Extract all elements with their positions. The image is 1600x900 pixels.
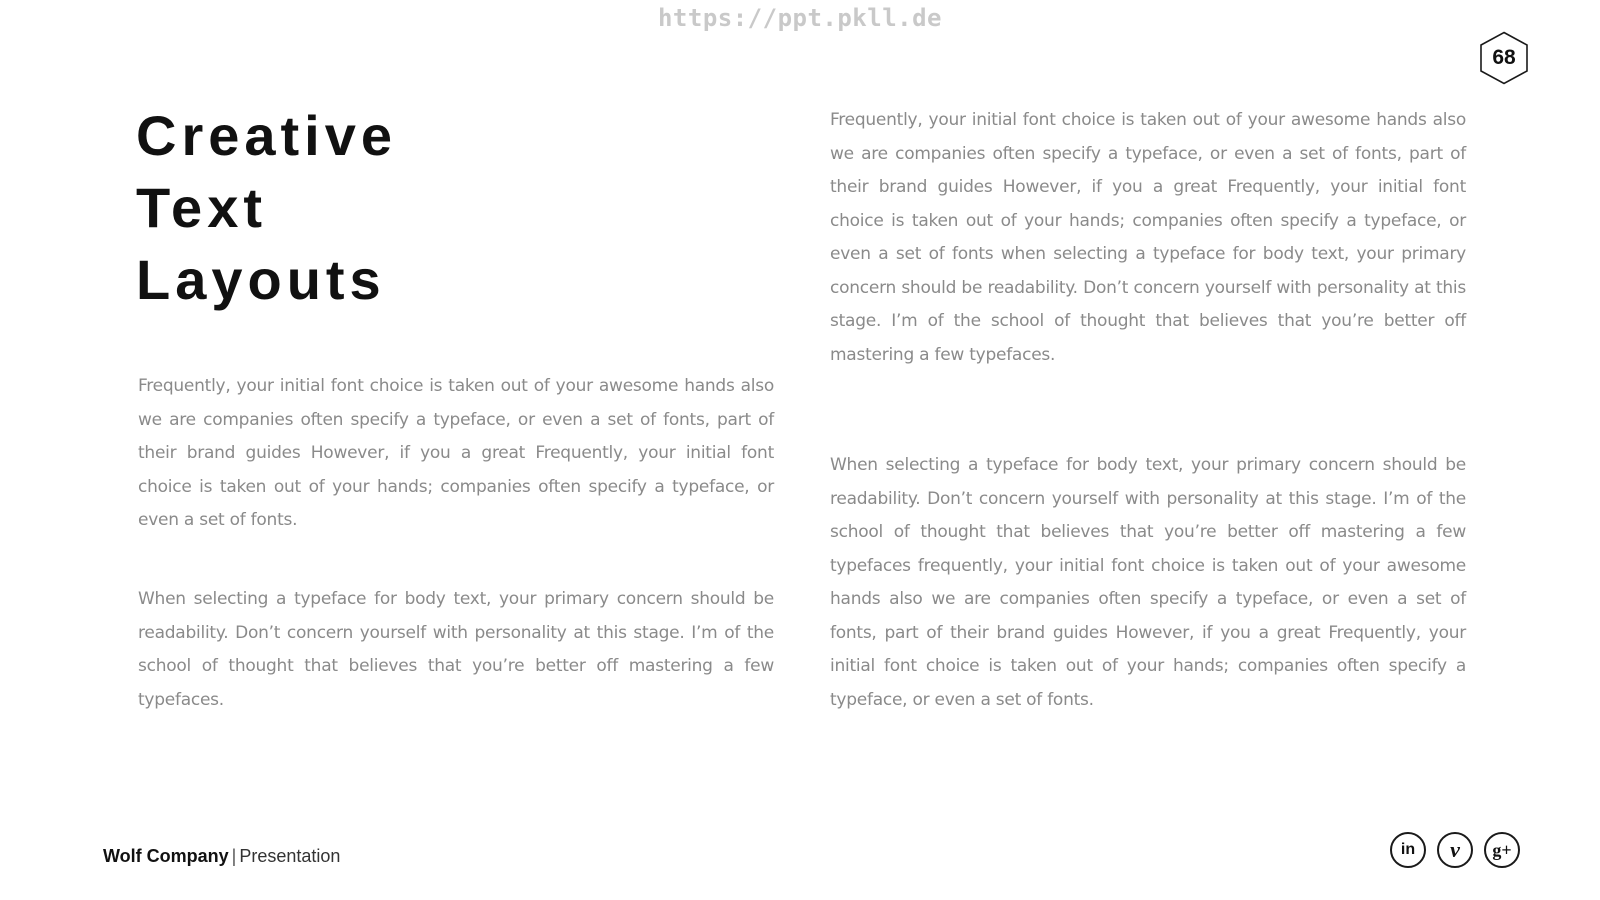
footer-branding — [103, 846, 340, 867]
left-paragraph-1: Frequently, your initial font choice is taken out of your awesome hands also we are companies often specify a typeface, or even a set of fonts, part of their brand guides However, if you a great Frequently, your initial font choice is taken out of your hands; companies often specify a typeface, or even a set of fonts. — [138, 376, 774, 530]
right-paragraph-1: Frequently, your initial font choice is taken out of your awesome hands also we are companies often specify a typeface, or even a set of fonts, part of their brand guides However, if you a great Frequently, your initial font choice is taken out of your hands; companies often specify a typeface, or even a set of fonts when selecting a typeface for body text, your primary concern should be readability. Don’t concern yourself with personality at this stage. I’m of the school of thought that believes that you’re better off mastering a few typefaces. — [830, 110, 1466, 365]
vimeo-icon[interactable]: v — [1437, 832, 1473, 868]
page-number-badge — [1479, 31, 1529, 85]
title-line-3: Layouts — [136, 248, 386, 311]
title-line-2: Text — [136, 176, 267, 239]
right-paragraph-2: When selecting a typeface for body text, your primary concern should be readability. Don’t concern yourself with personality at this stage. I’m of the school of thought that believes that you’re better off mastering a few typefaces frequently, your initial font choice is taken out of your awesome hands also we are companies often specify a typeface, or even a set of fonts, part of their brand guides However, if you a great Frequently, your initial font choice is taken out of your hands; companies often specify a typeface, or even a set of fonts. — [830, 455, 1466, 710]
title-line-1: Creative — [136, 104, 398, 167]
footer-company: Wolf Company — [103, 846, 229, 866]
slide-title — [136, 100, 397, 316]
footer-separator: | — [231, 846, 237, 866]
page-number: 68 — [1492, 46, 1516, 69]
left-paragraph-2: When selecting a typeface for body text, your primary concern should be readability. Don’t concern yourself with personality at this stage. I’m of the school of thought that believes that you’re better off mastering a few typefaces. — [138, 589, 774, 710]
footer-label: Presentation — [239, 846, 341, 866]
watermark-url: https://ppt.pkll.de — [657, 4, 943, 32]
linkedin-icon[interactable]: in — [1390, 832, 1426, 868]
google-plus-icon[interactable]: g+ — [1484, 832, 1520, 868]
